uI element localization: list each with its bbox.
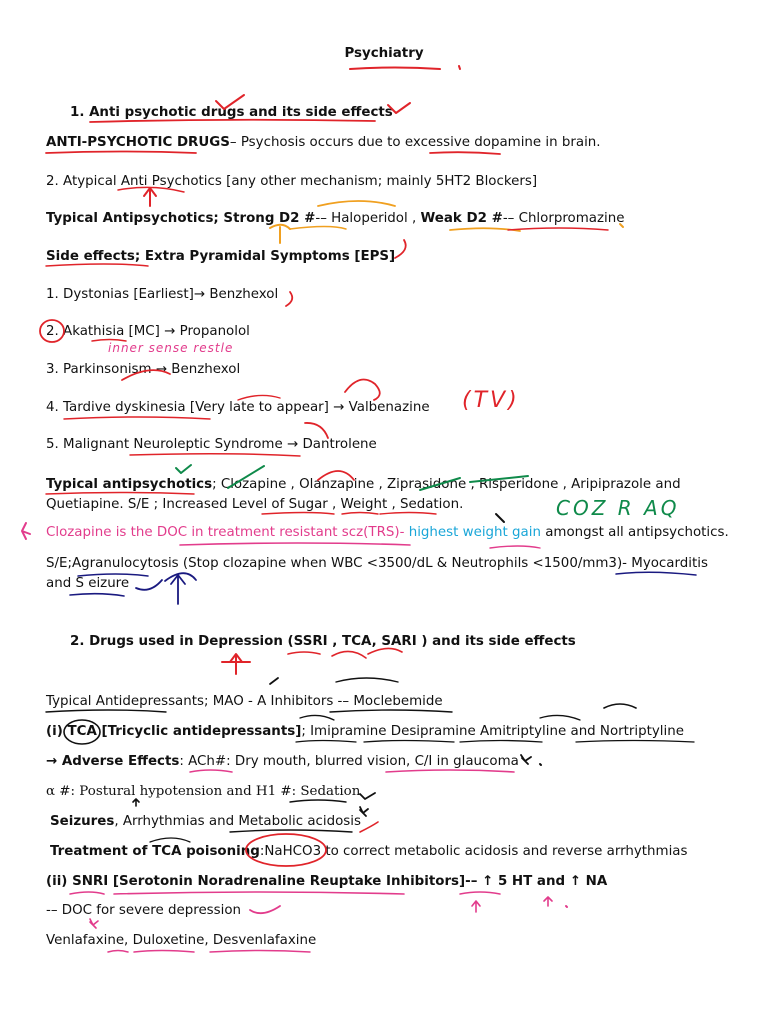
coz-handnote: COZ R AQ — [556, 496, 680, 520]
clozapine-doc-text: Clozapine is the DOC in treatment resistant scz(TRS)- — [46, 525, 405, 540]
mao-line: Typical Antidepressants; MAO - A Inhibitors -– Moclebemide — [46, 694, 443, 709]
typical-d2-line — [46, 210, 748, 228]
alpha-line: α #: Postural hypotension and H1 #: Sedation — [46, 784, 361, 799]
clozapine-note — [46, 524, 748, 542]
page-title: Psychiatry — [344, 46, 424, 61]
chlorpromazine-text: -– Chlorpromazine — [502, 211, 625, 226]
eps-item: 4. Tardive dyskinesia [Very late to appear] → Valbenazine — [46, 400, 430, 415]
atypical-line: 2. Atypical Anti Psychotics [any other mechanism; mainly 5HT2 Blockers] — [46, 174, 538, 189]
clozapine-rest: amongst all antipsychotics. — [540, 525, 729, 540]
eps-item: 5. Malignant Neuroleptic Syndrome → Dantrolene — [46, 437, 377, 452]
snri-line: (ii) SNRI [Serotonin Noradrenaline Reuptake Inhibitors]-– ↑ 5 HT and ↑ NA — [46, 874, 608, 889]
seizures-label: Seizures — [50, 814, 115, 829]
section-1-heading: 1. Anti psychotic drugs and its side effects — [70, 105, 393, 120]
atypical-label: Typical antipsychotics — [46, 477, 213, 492]
antipsychotic-text: – Psychosis occurs due to excessive dopamine in brain. — [229, 135, 601, 150]
adverse-effects-line — [46, 753, 748, 771]
seizures-line — [50, 813, 748, 831]
tv-handnote: (TV) — [462, 388, 520, 413]
atypical-text: ; Clozapine , Olanzapine , Ziprasidone , Risperidone , Aripiprazole and Quetiapine. S/E ; Increased Level of Sugar , Weight , Sedation. — [46, 477, 681, 512]
antipsychotic-label: ANTI-PSYCHOTIC DRUGS — [46, 135, 230, 150]
tca-label: (i) TCA [Tricyclic antidepressants] — [46, 724, 302, 739]
section-2-heading: 2. Drugs used in Depression (SSRI , TCA, SARI ) and its side effects — [70, 634, 576, 649]
haloperidol-text: -– Haloperidol — [315, 211, 408, 226]
strong-d2-label: Typical Antipsychotics; Strong D2 # — [46, 211, 316, 226]
weight-gain-text: highest weight gain — [404, 525, 541, 540]
adverse-effects-text: : ACh#: Dry mouth, blurred vision, C/I in glaucoma — [179, 754, 519, 769]
doc-line: -– DOC for severe depression — [46, 903, 242, 918]
adverse-effects-label: → Adverse Effects — [46, 754, 180, 769]
tca-drugs: ; Imipramine Desipramine Amitriptyline and Nortriptyline — [301, 724, 684, 739]
snri-drugs-line: Venlafaxine, Duloxetine, Desvenlafaxine — [46, 933, 317, 948]
weak-d2-label: Weak D2 # — [420, 211, 503, 226]
treatment-line — [50, 843, 748, 861]
eps-item: 1. Dystonias [Earliest]→ Benzhexol — [46, 287, 279, 302]
eps-heading: Side effects; Extra Pyramidal Symptoms [EPS] — [46, 249, 396, 264]
treatment-text: :NaHCO3 to correct metabolic acidosis and reverse arrhythmias — [259, 844, 688, 859]
seizures-text: , Arrhythmias and Metabolic acidosis — [114, 814, 361, 829]
akathisia-handnote: inner sense restle — [108, 341, 234, 355]
treatment-label: Treatment of TCA poisoning — [50, 844, 260, 859]
eps-item: 3. Parkinsonism → Benzhexol — [46, 362, 241, 377]
eps-item: 2. Akathisia [MC] → Propanolol — [46, 324, 250, 339]
tca-line — [46, 723, 748, 741]
clozapine-side-effects: S/E;Agranulocytosis (Stop clozapine when WBC <3500/dL & Neutrophils <1500/mm3)- Myocarditis and S eizure — [46, 556, 708, 591]
antipsychotic-definition — [46, 134, 748, 152]
separator: , — [407, 211, 421, 226]
